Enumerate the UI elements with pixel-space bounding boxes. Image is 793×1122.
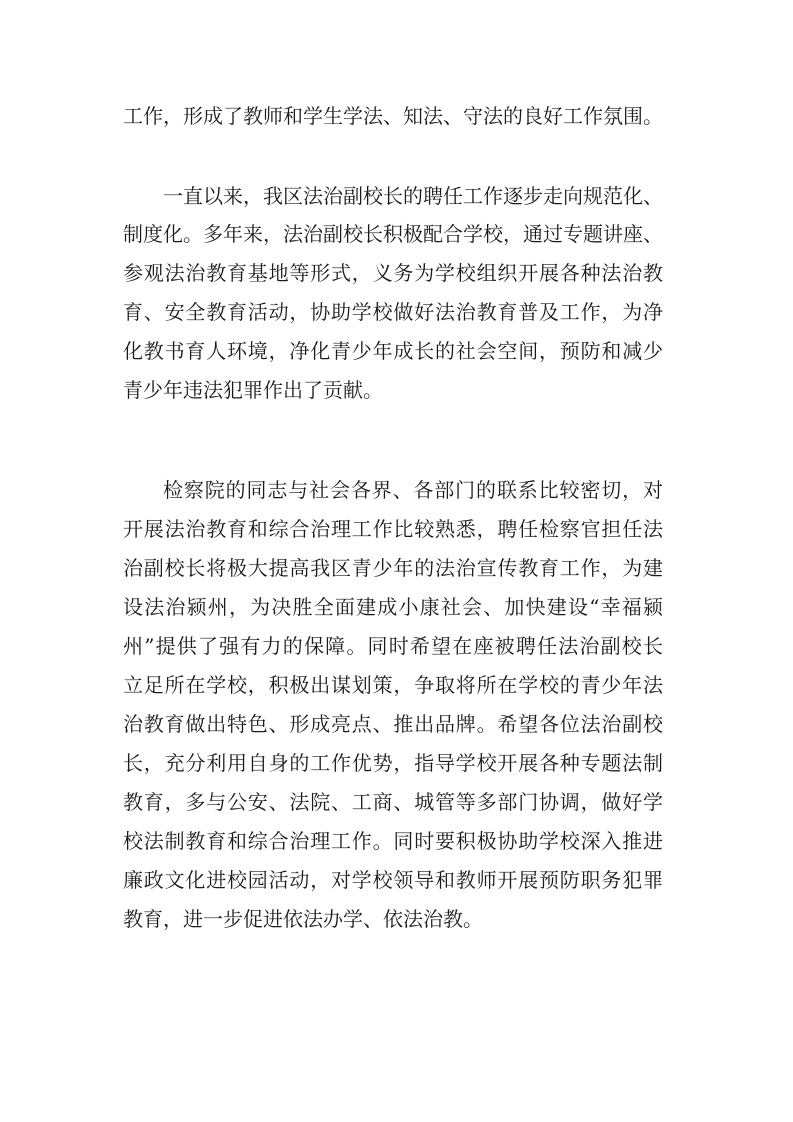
text-line: 长，充分利用自身的工作优势，指导学校开展各种专题法制 [123,751,663,775]
text-line: 开展法治教育和综合治理工作比较熟悉，聘任检察官担任法 [123,517,663,541]
text-line: 教育，进一步促进依法办学、依法治教。 [123,907,483,931]
text-line: 治教育做出特色、形成亮点、推出品牌。希望各位法治副校 [123,712,663,736]
text-line: 一直以来，我区法治副校长的聘任工作逐步走向规范化、 [163,184,663,208]
text-line: 治副校长将极大提高我区青少年的法治宣传教育工作，为建 [123,556,663,580]
text-line: 设法治颍州，为决胜全面建成小康社会、加快建设“幸福颍 [123,595,663,619]
text-line: 化教书育人环境，净化青少年成长的社会空间，预防和减少 [123,339,663,363]
text-line: 制度化。多年来，法治副校长积极配合学校，通过专题讲座、 [123,222,663,246]
text-line: 育、安全教育活动，协助学校做好法治教育普及工作，为净 [123,300,663,324]
text-line: 廉政文化进校园活动，对学校领导和教师开展预防职务犯罪 [123,868,663,892]
text-line: 参观法治教育基地等形式，义务为学校组织开展各种法治教 [123,261,663,285]
text-line: 检察院的同志与社会各界、各部门的联系比较密切，对 [163,478,663,502]
text-line: 青少年违法犯罪作出了贡献。 [123,378,383,402]
text-line: 校法制教育和综合治理工作。同时要积极协助学校深入推进 [123,829,663,853]
text-line: 教育，多与公安、法院、工商、城管等多部门协调，做好学 [123,790,663,814]
text-line: 工作，形成了教师和学生学法、知法、守法的良好工作氛围。 [123,104,663,128]
text-line: 州”提供了强有力的保障。同时希望在座被聘任法治副校长 [123,634,663,658]
text-line: 立足所在学校，积极出谋划策，争取将所在学校的青少年法 [123,673,663,697]
